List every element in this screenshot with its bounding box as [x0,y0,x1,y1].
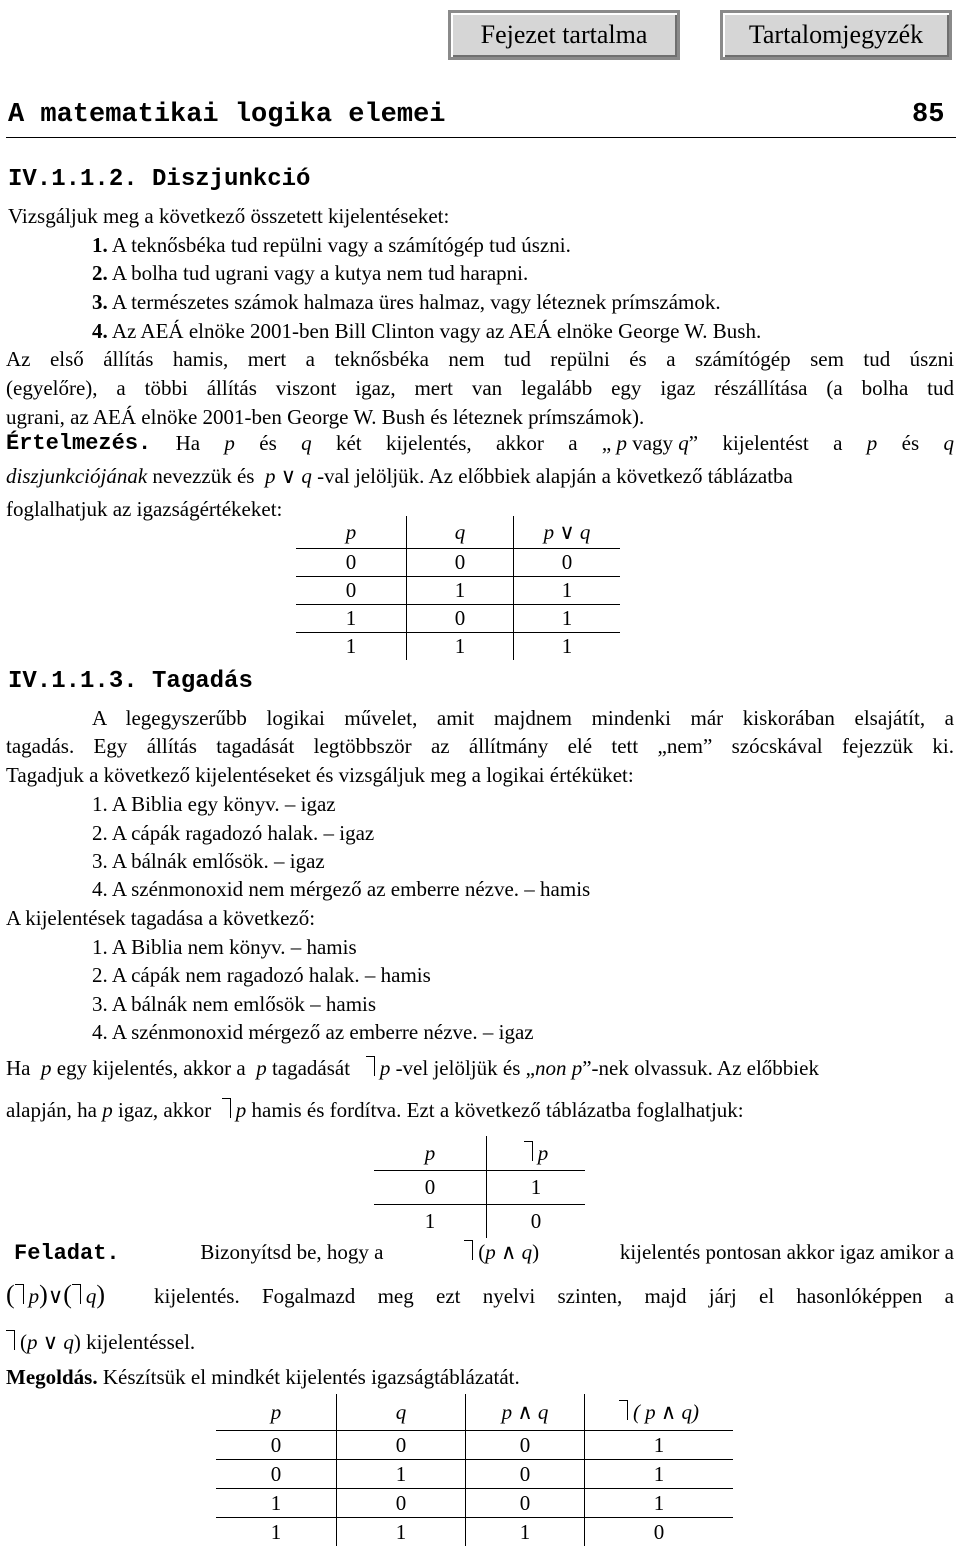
table-cell: 0 [407,605,514,633]
table-of-contents-button[interactable]: Tartalomjegyzék [720,10,952,60]
table-cell: 0 [466,1460,585,1489]
header-rule [6,137,956,138]
definition-line: Értelmezés. Ha p és q két kijelentés, akkor a „ p vagy q” kijelentést a p és q [6,431,954,456]
negation-icon [464,1240,473,1260]
negation-icon [524,1141,533,1161]
task-line: Feladat. Bizonyítsd be, hogy a (p ∧ q) kijelentés pontosan akkor igaz amikor a [14,1240,954,1266]
paragraph-line: A kijelentések tagadása a következő: [6,906,316,930]
disjunction-truth-table [296,516,620,660]
table-cell: 0 [466,1431,585,1460]
table-cell: 0 [337,1431,466,1460]
table-row [216,1489,733,1518]
table-cell: 0 [487,1205,586,1239]
list-item: 4. A szénmonoxid nem mérgező az emberre nézve. – hamis [92,877,591,901]
negation-icon [366,1056,375,1076]
list-item: 1. A Biblia nem könyv. – hamis [92,935,357,959]
table-cell: 1 [337,1460,466,1489]
table-cell: 0 [296,577,407,605]
task-label: Feladat. [14,1241,120,1266]
list-item: 2. A cápák nem ragadozó halak. – hamis [92,963,431,987]
list-item: 2. A cápák ragadozó halak. – igaz [92,821,375,845]
conjunction-negation-truth-table [216,1394,733,1546]
table-cell: 1 [585,1460,734,1489]
task-line: ( p)∨( q) kijelentés. Fogalmazd meg ezt nyelvi szinten, majd járj el hasonlóképpen a [6,1280,954,1309]
paragraph-line: Tagadjuk a következő kijelentéseket és vizsgáljuk meg a logikai értéküket: [6,763,634,787]
section-heading-disjunction: IV.1.1.2. Diszjunkció [8,166,311,193]
list-item: 1. A teknősbéka tud repülni vagy a számítógép tud úszni. [92,233,571,257]
table-cell: 1 [407,577,514,605]
table-row [296,577,620,605]
list-item: 1. A Biblia egy könyv. – igaz [92,792,336,816]
negation-icon [15,1284,24,1304]
table-cell: 1 [585,1431,734,1460]
paragraph-line: (egyelőre), a többi állítás viszont igaz, mert van legalább egy igaz részállítása (a bolha tud [6,376,954,400]
list-item: 2. A bolha tud ugrani vagy a kutya nem tud harapni. [92,261,529,285]
table-row [374,1205,585,1239]
paragraph-line: ugrani, az AEÁ elnöke 2001-ben George W. Bush és léteznek prímszámok). [6,405,645,429]
table-row [216,1431,733,1460]
page-number: 85 [912,100,945,130]
table-header: p [487,1136,586,1171]
table-cell: 0 [216,1431,337,1460]
table-row [374,1171,585,1205]
table-row [296,605,620,633]
table-cell: 0 [514,549,621,577]
table-header: p [345,519,357,544]
table-cell: 1 [585,1489,734,1518]
solution-label: Megoldás. [6,1365,98,1389]
list-item: 3. A természetes számok halmaza üres halmaz, vagy léteznek prímszámok. [92,290,721,314]
table-row [216,1460,733,1489]
table-header: p ∧ q [466,1394,585,1431]
table-cell: 1 [514,633,621,661]
table-header: q [337,1394,466,1431]
list-item: 4. A szénmonoxid mérgező az emberre nézve. – igaz [92,1020,534,1044]
table-row [216,1518,733,1547]
table-cell: 1 [374,1205,487,1239]
paragraph-line: Ha p egy kijelentés, akkor a p tagadását p -vel jelöljük és „non p”-nek olvassuk. Az előbbiek [6,1056,819,1080]
table-header-row [296,516,620,549]
disjunction-intro: Vizsgáljuk meg a következő összetett kijelentéseket: [8,204,450,228]
table-cell: 1 [296,633,407,661]
paragraph-line: tagadás. Egy állítás tagadását legtöbbször az állítmány elé tett „nem” szócskával fejezzük ki. [6,734,954,758]
table-cell: 1 [216,1518,337,1547]
table-cell: 0 [466,1489,585,1518]
running-header-title: A matematikai logika elemei [8,100,446,130]
table-cell: 1 [514,605,621,633]
task-line: (p ∨ q) kijelentéssel. [6,1330,195,1355]
table-header: p [424,1140,436,1165]
list-item: 4. Az AEÁ elnöke 2001-ben Bill Clinton vagy az AEÁ elnöke George W. Bush. [92,319,762,343]
table-cell: 0 [585,1518,734,1547]
paragraph-line: Az első állítás hamis, mert a teknősbéka nem tud repülni és a számítógép sem tud úszni [6,347,954,371]
table-header-row [216,1394,733,1431]
definition-label: Értelmezés. [6,431,152,456]
paragraph-line: alapján, ha p igaz, akkor p hamis és fordítva. Ezt a következő táblázatba foglalhatjuk: [6,1098,744,1122]
table-header: q [407,516,514,549]
list-item: 3. A bálnák nem emlősök – hamis [92,992,377,1016]
chapter-contents-button[interactable]: Fejezet tartalma [448,10,680,60]
table-cell: 1 [487,1171,586,1205]
table-cell: 1 [466,1518,585,1547]
table-cell: 1 [407,633,514,661]
definition-line: diszjunkciójának nevezzük és p ∨ q -val jelöljük. Az előbbiek alapján a következő táblázatba [6,464,793,488]
negation-icon [222,1098,231,1118]
table-header: p ∨ q [514,516,621,549]
table-cell: 0 [374,1171,487,1205]
table-header: p [270,1399,282,1424]
table-header: ( p ∧ q) [585,1394,734,1431]
table-cell: 1 [514,577,621,605]
table-cell: 1 [337,1518,466,1547]
negation-icon [619,1400,628,1420]
table-cell: 0 [337,1489,466,1518]
list-item: 3. A bálnák emlősök. – igaz [92,849,325,873]
negation-truth-table [374,1136,585,1238]
paragraph-line: A legegyszerűbb logikai művelet, amit majdnem mindenki már kiskorában elsajátít, a [92,706,954,730]
table-cell: 0 [216,1460,337,1489]
definition-line: foglalhatjuk az igazságértékeket: [6,497,283,521]
table-header-row [374,1136,585,1171]
table-cell: 1 [296,605,407,633]
table-row [296,549,620,577]
negation-icon [6,1330,15,1350]
negation-icon [72,1284,81,1304]
table-cell: 1 [216,1489,337,1518]
table-cell: 0 [296,549,407,577]
table-row [296,633,620,661]
section-heading-negation: IV.1.1.3. Tagadás [8,668,253,695]
table-cell: 0 [407,549,514,577]
solution-line: Megoldás. Készítsük el mindkét kijelentés igazságtáblázatát. [6,1365,520,1389]
